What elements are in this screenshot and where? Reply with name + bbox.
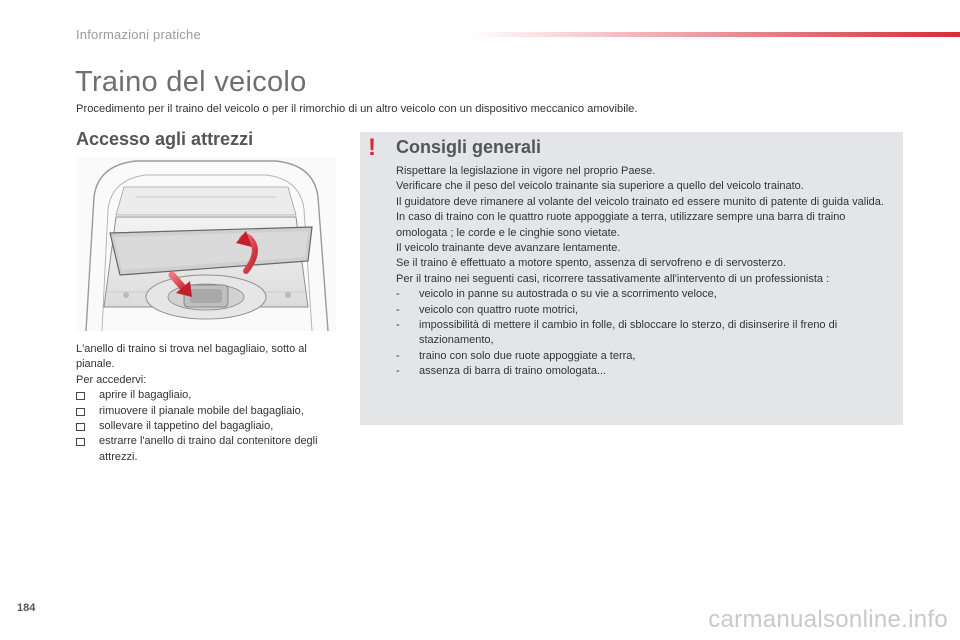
access-heading: Accesso agli attrezzi [76,129,254,149]
case-text: traino con solo due ruote appoggiate a terra, [419,349,636,362]
watermark: carmanualsonline.info [708,606,948,633]
access-lead: Per accedervi: [76,373,147,386]
list-item [76,434,338,465]
dash-mark: - [396,365,400,378]
list-item [76,419,338,434]
access-intro: L'anello di traino si trova nel bagagliaio, sotto al pianale. [76,343,307,371]
step-text: rimuovere il pianale mobile del bagagliaio, [99,404,304,417]
step-text: estrarre l'anello di traino dal contenitore degli attrezzi. [99,435,318,463]
list-item [76,404,338,419]
header-accent-bar [470,32,960,37]
advice-paragraph: Il guidatore deve rimanere al volante del veicolo trainato ed essere munito di patente di guida valida. [396,195,884,208]
advice-paragraph: Il veicolo trainante deve avanzare lentamente. [396,242,621,255]
checkbox-icon [76,408,85,416]
advice-paragraph: Se il traino è effettuato a motore spento, assenza di servofreno e di servosterzo. [396,257,786,270]
warning-icon: ! [368,134,376,161]
advice-paragraph: In caso di traino con le quattro ruote appoggiate a terra, utilizzare sempre una barra di traino omologata ; le corde e le cinghie sono vietate. [396,211,846,239]
access-instructions [76,342,338,465]
case-text: assenza di barra di traino omologata... [419,365,607,378]
list-item [396,349,894,364]
case-text: veicolo con quattro ruote motrici, [419,303,578,316]
case-text: impossibilità di mettere il cambio in folle, di sbloccare lo sterzo, di disinserire il freno di stazionamento, [419,319,838,347]
checkbox-icon [76,392,85,400]
advice-paragraph: Verificare che il peso del veicolo trainante sia superiore a quello del veicolo trainato. [396,180,804,193]
advice-paragraph: Per il traino nei seguenti casi, ricorrere tassativamente all'intervento di un professionista : [396,272,830,285]
list-item [396,287,894,302]
checkbox-icon [76,423,85,431]
dash-mark: - [396,319,400,332]
page-number: 184 [17,602,36,614]
dash-mark: - [396,288,400,301]
dash-mark: - [396,349,400,362]
page-subtitle: Procedimento per il traino del veicolo o per il rimorchio di un altro veicolo con un dispositivo meccanico amovibile. [76,103,638,115]
professional-cases [396,287,894,379]
advice-text [396,164,894,380]
case-text: veicolo in panne su autostrada o su vie a scorrimento veloce, [419,288,717,301]
access-steps [76,388,338,465]
advice-heading: Consigli generali [396,137,542,157]
section-header: Informazioni pratiche [76,27,201,42]
advice-paragraph: Rispettare la legislazione in vigore nel proprio Paese. [396,165,656,177]
checkbox-icon [76,438,85,446]
list-item [396,364,894,379]
list-item [396,318,894,349]
trunk-illustration [76,157,336,331]
list-item [396,303,894,318]
step-text: aprire il bagagliaio, [99,389,192,402]
dash-mark: - [396,303,400,316]
list-item [76,388,338,403]
page-title: Traino del veicolo [75,66,307,98]
step-text: sollevare il tappetino del bagagliaio, [99,420,274,433]
trunk-drawing [76,157,336,331]
